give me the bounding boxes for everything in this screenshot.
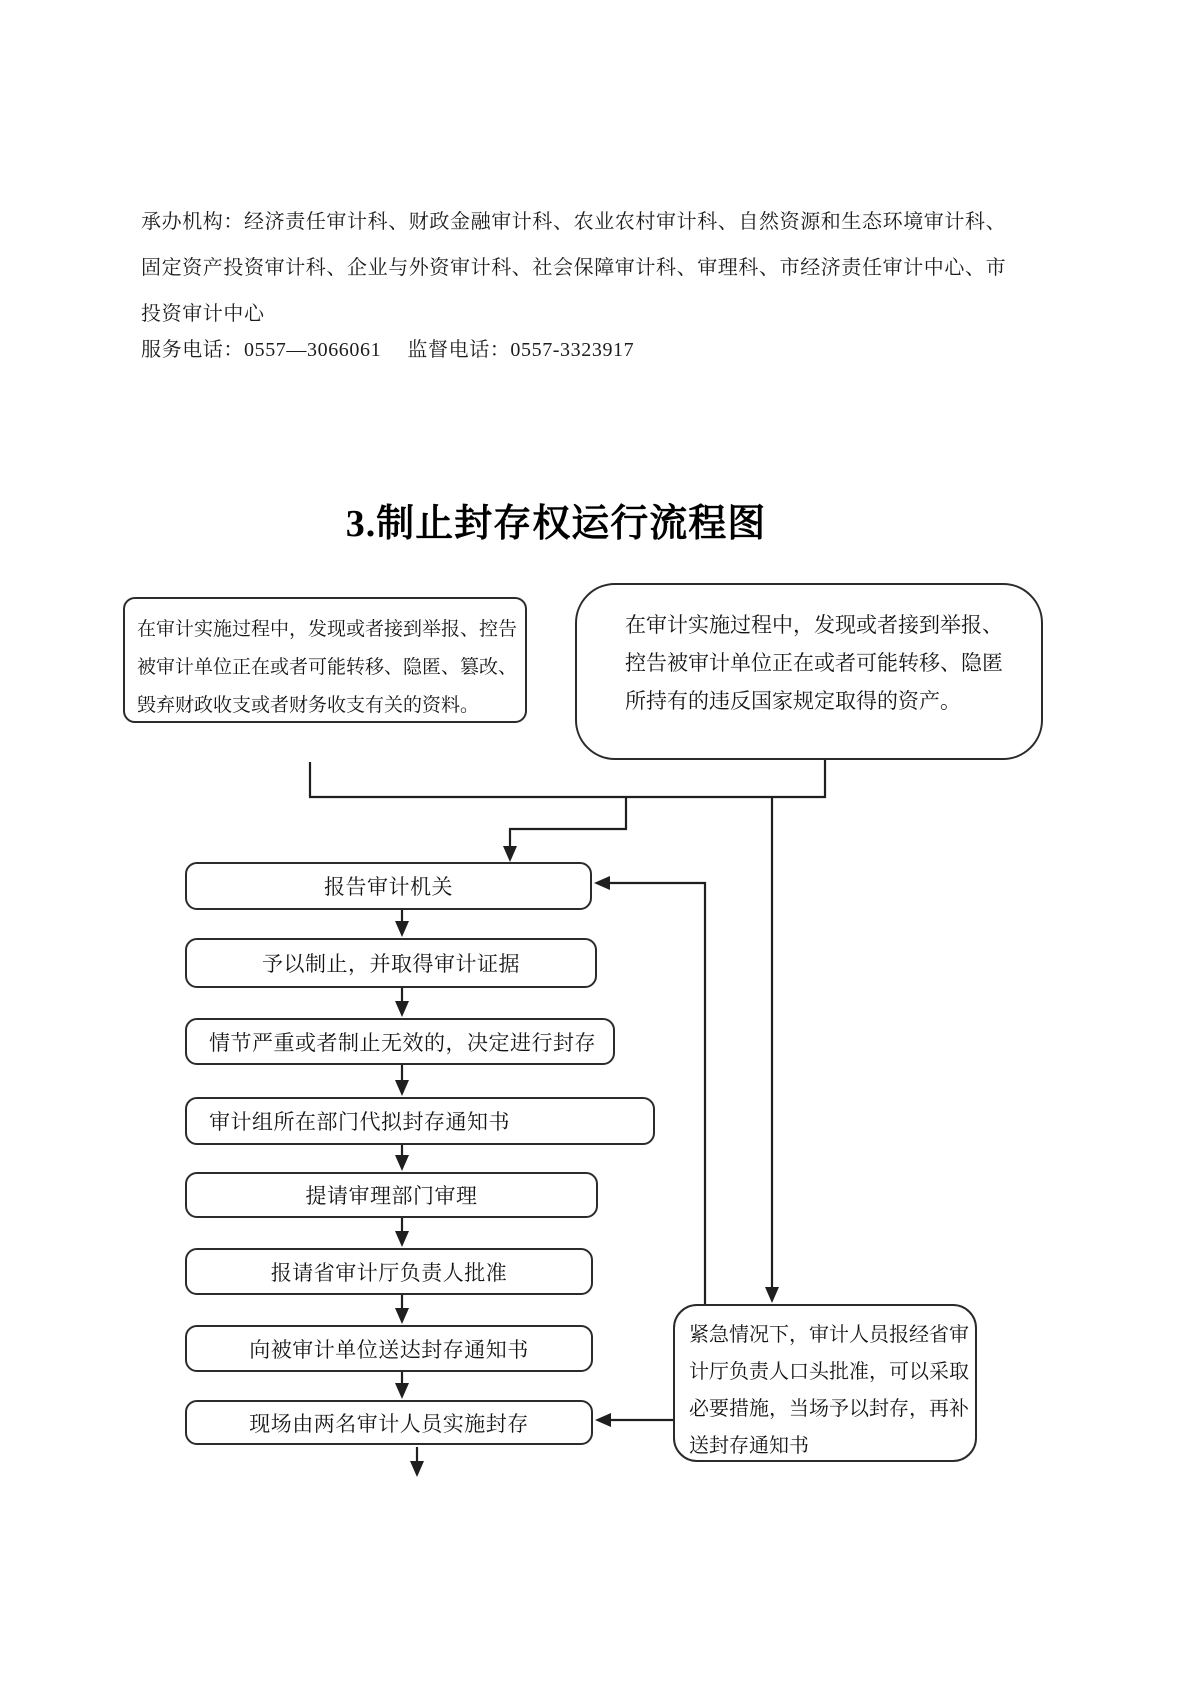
agency-line-1: 承办机构：经济责任审计科、财政金融审计科、农业农村审计科、自然资源和生态环境审计科、	[141, 211, 1007, 233]
arrow-step7-step8	[395, 1383, 409, 1399]
emergency-box	[673, 1304, 977, 1462]
step-draft-seal-notice: 审计组所在部门代拟封存通知书	[185, 1097, 655, 1145]
step-stop-and-obtain-evidence: 予以制止，并取得审计证据	[185, 938, 597, 988]
box-label-line: 送封存通知书	[689, 1435, 809, 1457]
arrow-step6-step7	[395, 1308, 409, 1324]
step-submit-for-review: 提请审理部门审理	[185, 1172, 598, 1218]
agency-line-3: 投资审计中心	[141, 303, 265, 325]
source-box-materials	[123, 597, 527, 723]
arrow-down-into-step1	[503, 846, 517, 862]
step-report-to-audit-organ: 报告审计机关	[185, 862, 592, 910]
source-box-assets	[575, 583, 1043, 760]
box-label-line: 被审计单位正在或者可能转移、隐匿、篡改、	[137, 657, 518, 678]
box-label-line: 控告被审计单位正在或者可能转移、隐匿	[625, 651, 1003, 675]
box-label-line: 所持有的违反国家规定取得的资产。	[625, 689, 961, 713]
box-label-line: 紧急情况下，审计人员报经省审	[689, 1324, 969, 1346]
box-label-line: 在审计实施过程中，发现或者接到举报、控告	[137, 619, 518, 640]
box-label-line: 必要措施，当场予以封存，再补	[689, 1398, 969, 1420]
phone-line: 服务电话：0557—3066061 监督电话：0557-3323917	[141, 339, 635, 361]
arrow-continuation	[410, 1461, 424, 1477]
arrow-step3-step4	[395, 1080, 409, 1096]
step-decide-to-seal: 情节严重或者制止无效的，决定进行封存	[185, 1018, 615, 1065]
bracket-to-step1-line	[510, 797, 626, 846]
arrow-step5-step6	[395, 1231, 409, 1247]
arrow-emergency-step8	[595, 1413, 611, 1427]
arrow-emergency-step1	[594, 876, 610, 890]
arrow-into-emergency	[765, 1287, 779, 1303]
flowchart-title: 3.制止封存权运行流程图	[345, 503, 767, 545]
box-label-line: 在审计实施过程中，发现或者接到举报、	[625, 613, 1003, 637]
step-implement-seal: 现场由两名审计人员实施封存	[185, 1400, 593, 1445]
agency-line-2: 固定资产投资审计科、企业与外资审计科、社会保障审计科、审理科、市经济责任审计中心、市	[141, 257, 1007, 279]
box-label-line: 计厅负责人口头批准，可以采取	[689, 1361, 969, 1383]
emergency-to-step1-line	[610, 883, 705, 1304]
box-label-line: 毁弃财政收支或者财务收支有关的资料。	[137, 695, 480, 716]
arrow-step2-step3	[395, 1001, 409, 1017]
arrow-step1-step2	[395, 921, 409, 937]
arrow-step4-step5	[395, 1155, 409, 1171]
step-report-for-approval: 报请省审计厅负责人批准	[185, 1248, 593, 1295]
merge-bracket-line	[310, 760, 825, 797]
step-deliver-seal-notice: 向被审计单位送达封存通知书	[185, 1325, 593, 1372]
